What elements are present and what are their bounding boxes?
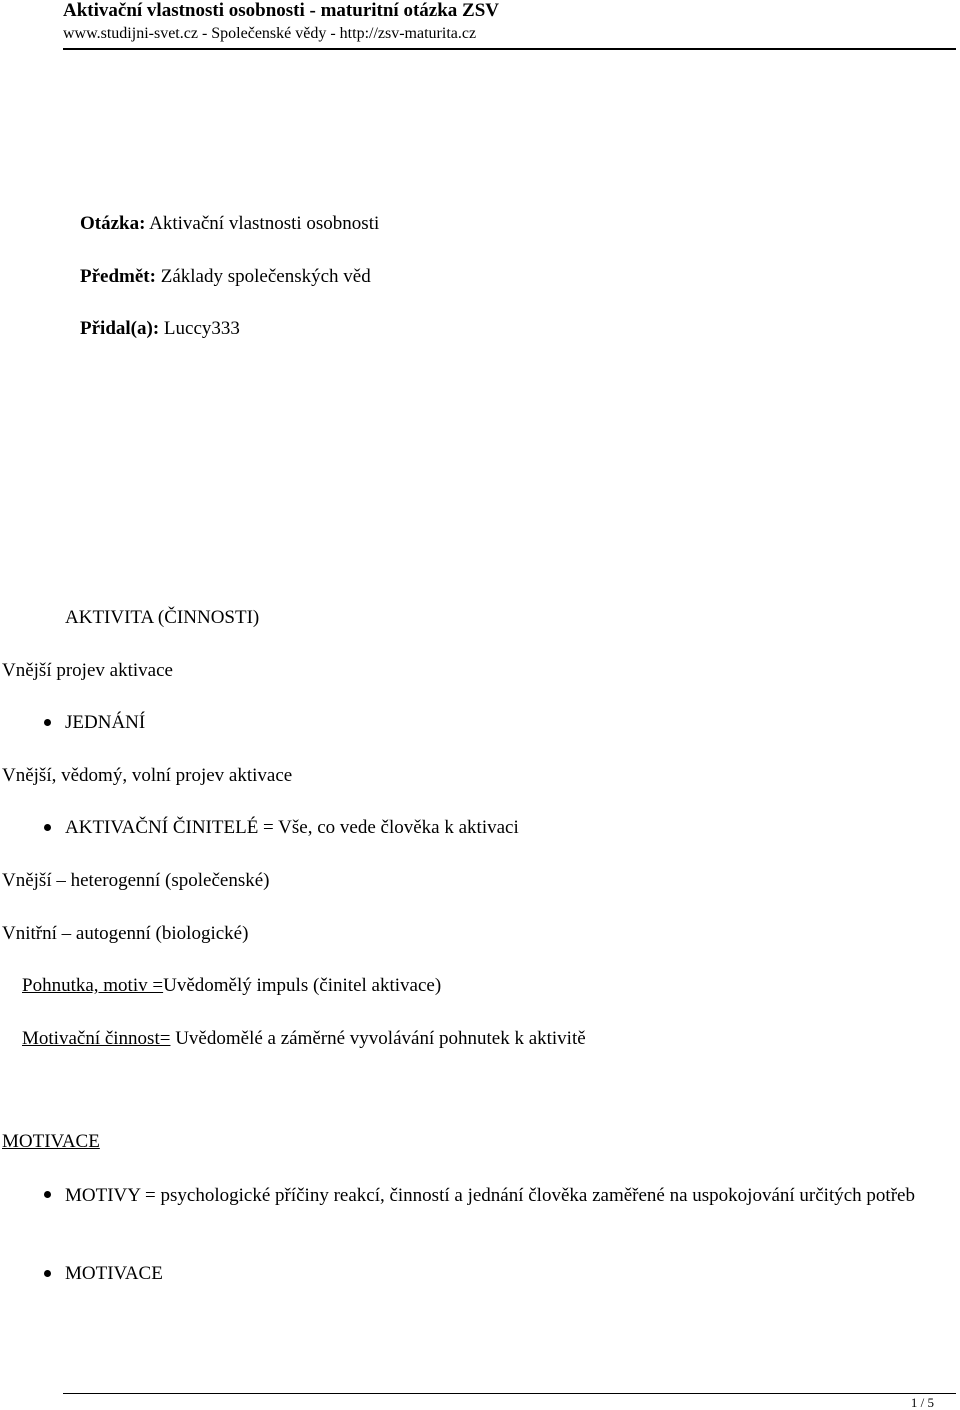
bullet-icon [44, 719, 51, 726]
bullet-motivy: MOTIVY = psychologické příčiny reakcí, činností a jednání člověka zaměřené na uspokojování určitých potřeb [65, 1185, 915, 1206]
document-subtitle: www.studijni-svet.cz - Společenské vědy - http://zsv-maturita.cz [63, 25, 477, 42]
author-line [80, 317, 240, 341]
pohnutka-term: Pohnutka, motiv = [22, 975, 164, 996]
subject-label: Předmět: [80, 266, 156, 287]
motivacni-term: Motivační činnost= [22, 1028, 171, 1049]
footer-divider [63, 1393, 956, 1394]
aktivita-heading: AKTIVITA (ČINNOSTI) [65, 607, 260, 628]
motivace-heading: MOTIVACE [2, 1131, 100, 1152]
vnitrni-autogenni-text: Vnitřní – autogenní (biologické) [2, 923, 249, 944]
vnejsi-projev-text: Vnější projev aktivace [2, 660, 173, 681]
vnejsi-heterogenni-text: Vnější – heterogenní (společenské) [2, 870, 270, 891]
motivacni-line [22, 1027, 586, 1051]
document-title: Aktivační vlastnosti osobnosti - maturitní otázka ZSV [63, 0, 499, 21]
header-divider [63, 48, 956, 50]
page-number: 1 / 5 [910, 1395, 934, 1410]
subject-value: Základy společenských věd [155, 266, 371, 287]
bullet-icon [44, 824, 51, 831]
bullet-icon [44, 1270, 51, 1277]
author-label: Přidal(a): [80, 318, 160, 339]
vnejsi-vedomy-text: Vnější, vědomý, volní projev aktivace [2, 765, 293, 786]
motivacni-definition: Uvědomělé a záměrné vyvolávání pohnutek k aktivitě [170, 1028, 586, 1049]
bullet-icon [44, 1191, 51, 1198]
subject-line [80, 265, 371, 289]
pohnutka-definition: Uvědomělý impuls (činitel aktivace) [163, 975, 442, 996]
question-line [80, 212, 379, 236]
author-value: Luccy333 [159, 318, 240, 339]
question-label: Otázka: [80, 213, 146, 234]
bullet-jednani: JEDNÁNÍ [65, 712, 146, 733]
pohnutka-line [22, 974, 441, 998]
question-value: Aktivační vlastnosti osobnosti [145, 213, 380, 234]
bullet-cinitele: AKTIVAČNÍ ČINITELÉ = Vše, co vede člověka k aktivaci [65, 817, 519, 838]
bullet-motivace: MOTIVACE [65, 1263, 163, 1284]
